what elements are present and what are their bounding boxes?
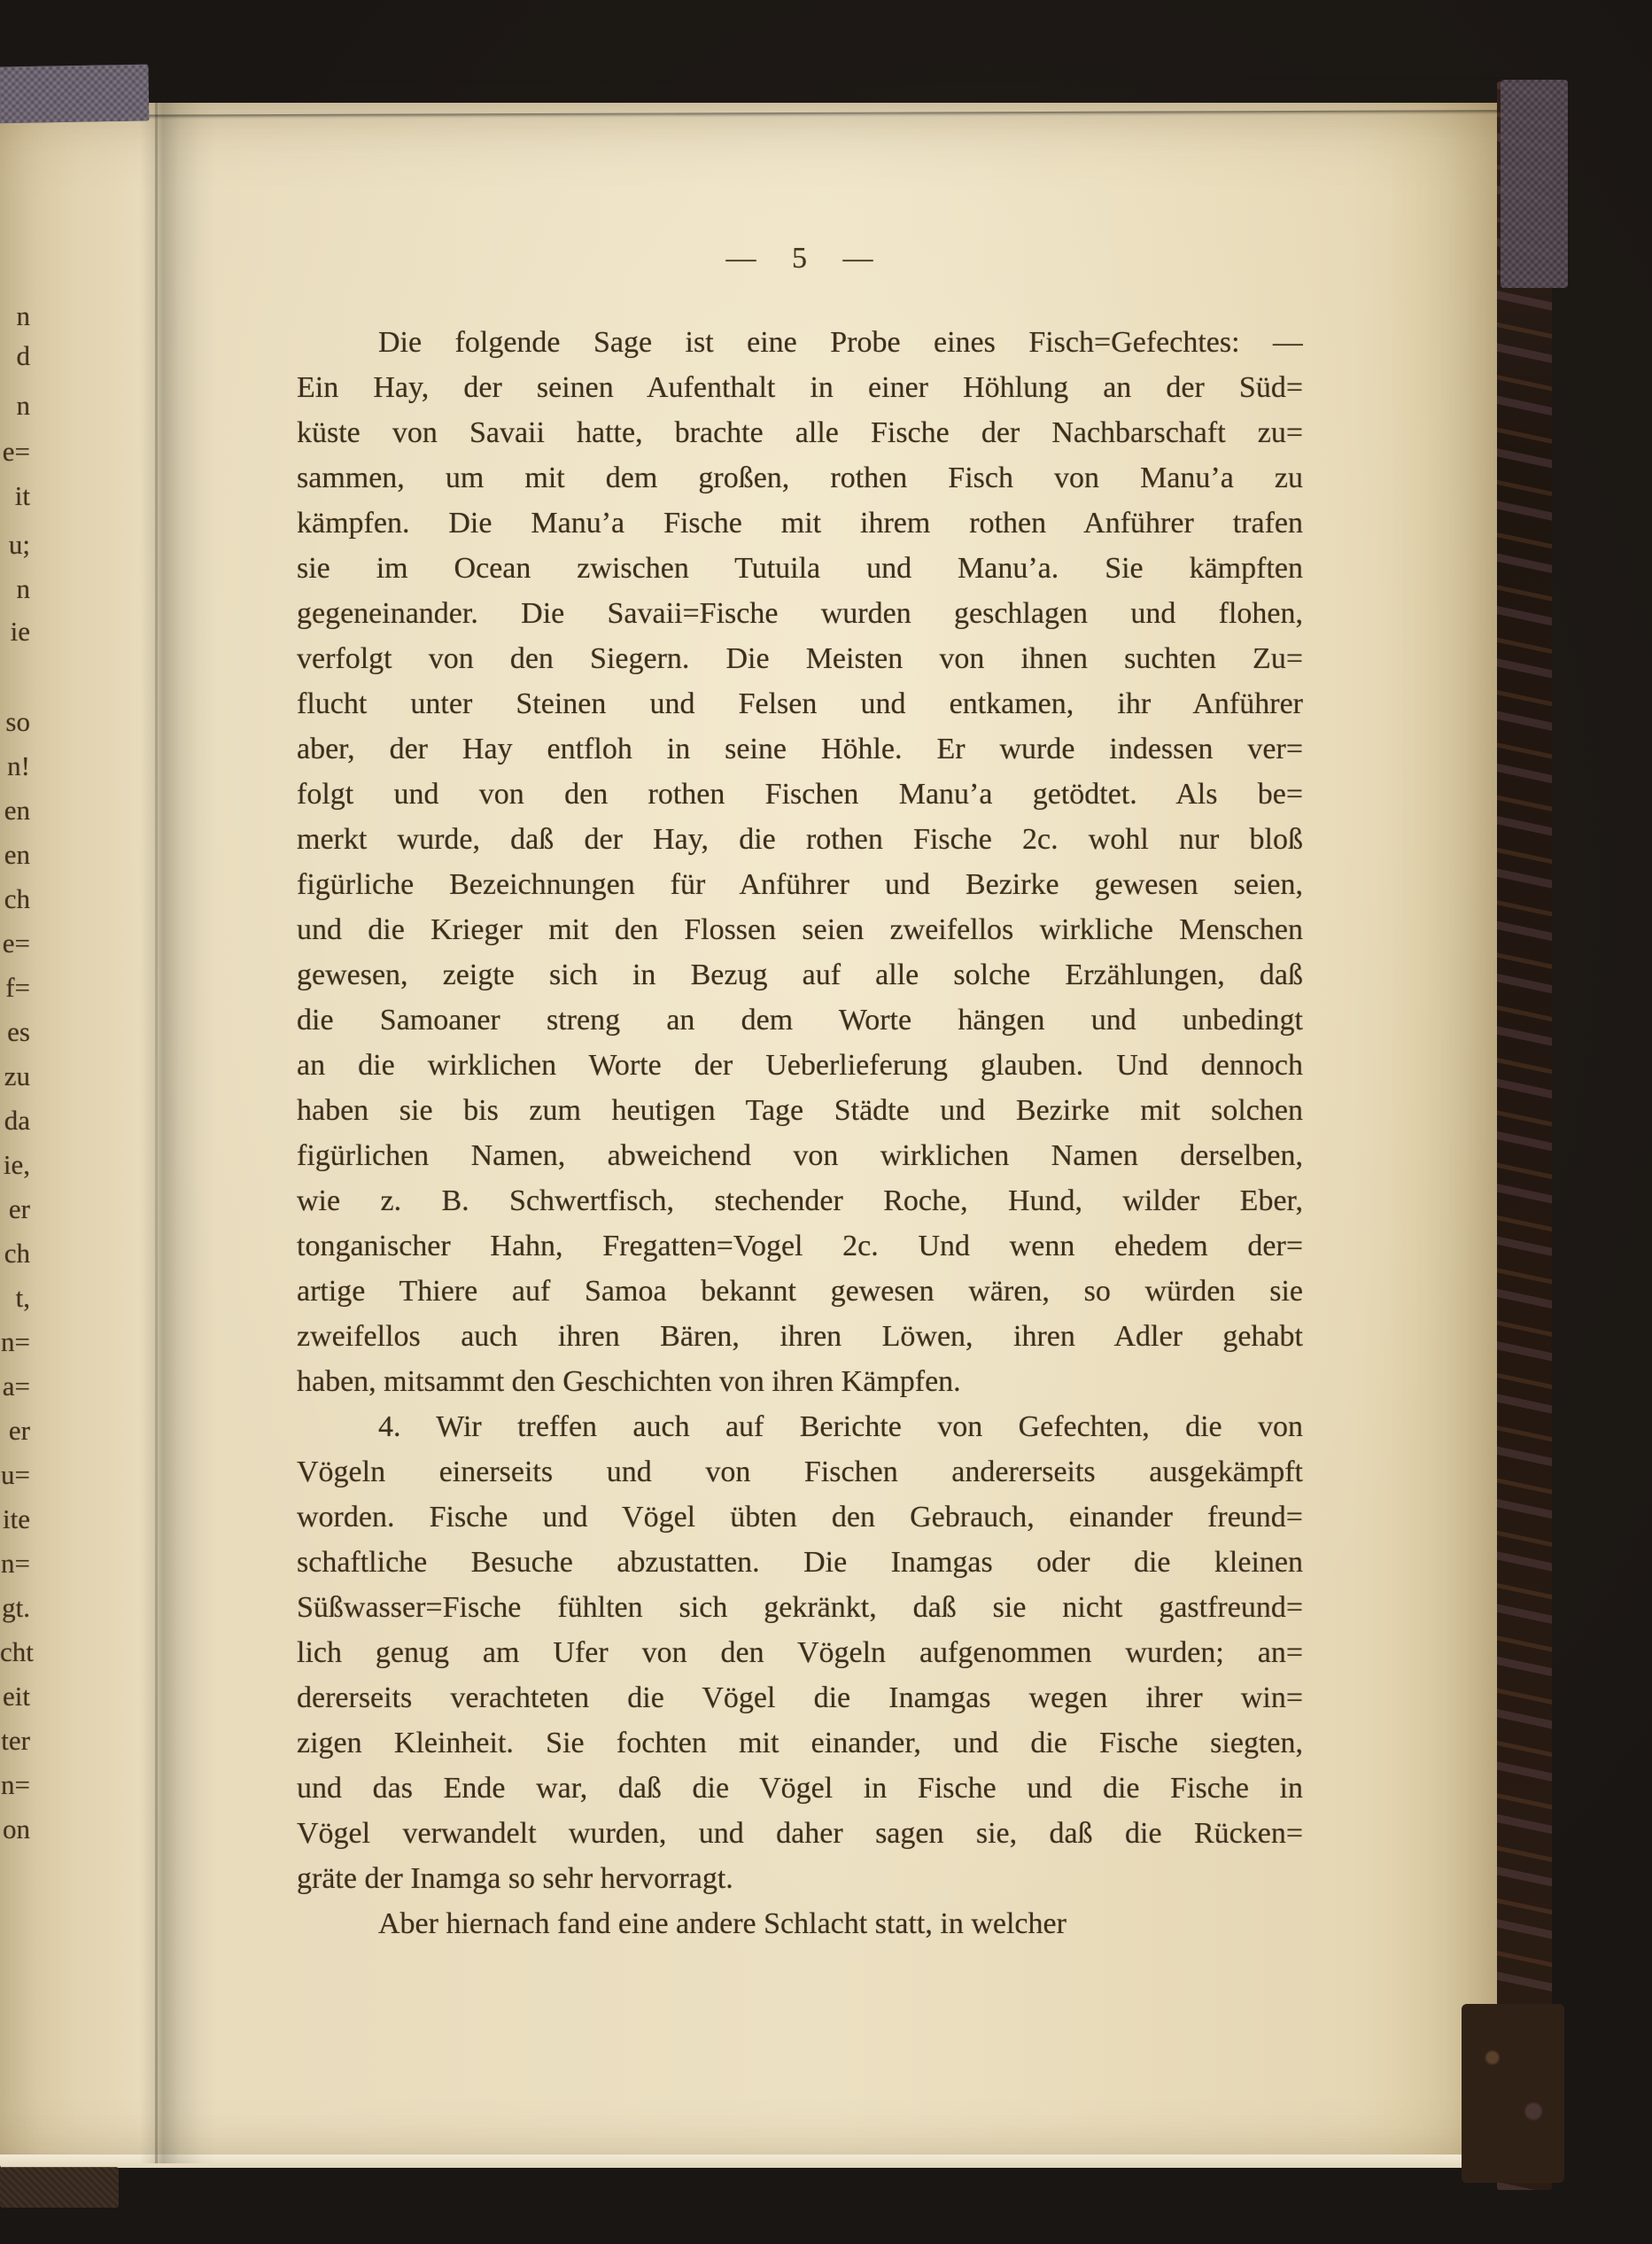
text-line: wie z. B. Schwertfisch, stechender Roche, Hund, wilder Eber,: [297, 1184, 1303, 1217]
left-page-fragment: n: [16, 300, 30, 331]
text-line: sammen, um mit dem großen, rothen Fisch von Manu’a zu: [297, 462, 1303, 494]
text-line: zweifellos auch ihren Bären, ihren Löwen, ihren Adler gehabt: [297, 1320, 1303, 1353]
book-cover-right-edge: [1497, 82, 1552, 2190]
text-line: dererseits verachteten die Vögel die Inamgas wegen ihrer win=: [297, 1681, 1303, 1714]
text-line: folgt und von den rothen Fischen Manu’a getödtet. Als be=: [297, 778, 1303, 811]
text-line: kämpfen. Die Manu’a Fische mit ihrem rothen Anführer trafen: [297, 507, 1303, 540]
left-page-fragment: n=: [1, 1326, 30, 1357]
left-page-fragment: u;: [8, 529, 30, 560]
text-line: an die wirklichen Worte der Ueberlieferung glauben. Und dennoch: [297, 1049, 1303, 1082]
left-page-fragment: zu: [4, 1060, 30, 1091]
cover-corner-top-right: [1501, 80, 1568, 288]
text-line: figürlichen Namen, abweichend von wirklichen Namen derselben,: [297, 1139, 1303, 1172]
text-line: gewesen, zeigte sich in Bezug auf alle solche Erzählungen, daß: [297, 959, 1303, 991]
text-line: sie im Ocean zwischen Tutuila und Manu’a. Sie kämpften: [297, 552, 1303, 585]
text-line: worden. Fische und Vögel übten den Gebrauch, einander freund=: [297, 1501, 1303, 1534]
text-line: figürliche Bezeichnungen für Anführer und Bezirke gewesen seien,: [297, 868, 1303, 901]
text-line: artige Thiere auf Samoa bekannt gewesen wären, so würden sie: [297, 1275, 1303, 1308]
text-line: Ein Hay, der seinen Aufenthalt in einer Höhlung an der Süd=: [297, 371, 1303, 404]
text-line: gegeneinander. Die Savaii=Fische wurden geschlagen und flohen,: [297, 597, 1303, 630]
left-page-fragment: da: [4, 1105, 30, 1136]
text-line: und das Ende war, daß die Vögel in Fische und die Fische in: [297, 1772, 1303, 1805]
left-page-fragment: gt.: [2, 1592, 30, 1623]
text-line: haben, mitsammt den Geschichten von ihren Kämpfen.: [297, 1365, 961, 1398]
page-block-bottom-edge: [0, 2155, 1499, 2168]
left-page-fragment: t,: [15, 1282, 30, 1313]
left-page-fragment: ie: [10, 616, 30, 647]
text-line: Die folgende Sage ist eine Probe eines Fisch=Gefechtes: —: [378, 326, 1303, 359]
text-line: verfolgt von den Siegern. Die Meisten von ihnen suchten Zu=: [297, 642, 1303, 675]
left-page-fragment: es: [7, 1016, 30, 1047]
left-page-fragment: u=: [1, 1459, 30, 1490]
left-page-fragment: ite: [3, 1503, 30, 1534]
left-page-fragment: en: [4, 839, 30, 870]
left-page-fragment: n=: [1, 1769, 30, 1800]
left-page-fragments: [0, 0, 35, 2244]
text-line: flucht unter Steinen und Felsen und entkamen, ihr Anführer: [297, 687, 1303, 720]
text-line: gräte der Inamga so sehr hervorragt.: [297, 1862, 733, 1895]
text-line: aber, der Hay entfloh in seine Höhle. Er wurde indessen ver=: [297, 733, 1303, 765]
left-page-fragment: ter: [1, 1725, 30, 1756]
left-page-fragment: er: [8, 1415, 30, 1446]
book-top-edge-leather: [41, 79, 1540, 115]
left-page-fragment: cht: [0, 1636, 34, 1667]
left-page-fragment: it: [14, 480, 30, 511]
left-page-fragment: ch: [4, 1238, 30, 1269]
text-line: küste von Savaii hatte, brachte alle Fische der Nachbarschaft zu=: [297, 416, 1303, 449]
page-number: — 5 —: [725, 242, 874, 275]
text-block: [297, 320, 1303, 1946]
text-line: 4. Wir treffen auch auf Berichte von Gefechten, die von: [378, 1410, 1303, 1443]
left-page-fragment: a=: [2, 1370, 30, 1402]
text-line: zigen Kleinheit. Sie fochten mit einander, und die Fische siegten,: [297, 1727, 1303, 1759]
left-page-fragment: e=: [2, 436, 30, 467]
text-line: die Samoaner streng an dem Worte hängen und unbedingt: [297, 1004, 1303, 1037]
text-line: haben sie bis zum heutigen Tage Städte und Bezirke mit solchen: [297, 1094, 1303, 1127]
text-line: tonganischer Hahn, Fregatten=Vogel 2c. Und wenn ehedem der=: [297, 1230, 1303, 1262]
cover-corner-bottom-right: [1462, 2004, 1564, 2183]
text-line: Süßwasser=Fische fühlten sich gekränkt, daß sie nicht gastfreund=: [297, 1591, 1303, 1624]
text-line: Vögel verwandelt wurden, und daher sagen sie, daß die Rücken=: [297, 1817, 1303, 1850]
text-line: Vögeln einerseits und von Fischen andererseits ausgekämpft: [297, 1456, 1303, 1488]
text-line: lich genug am Ufer von den Vögeln aufgenommen wurden; an=: [297, 1636, 1303, 1669]
left-page-fragment: n: [16, 573, 30, 604]
left-page-fragment: e=: [2, 928, 30, 959]
left-page-fragment: eit: [3, 1681, 30, 1712]
left-page-fragment: er: [8, 1193, 30, 1224]
left-page-fragment: on: [3, 1813, 30, 1844]
left-page-fragment: n=: [1, 1548, 30, 1579]
left-page-fragment: en: [4, 795, 30, 826]
left-page-fragment: ch: [4, 883, 30, 914]
left-page-fragment: ie,: [3, 1149, 30, 1180]
left-page-fragment: n: [16, 390, 30, 421]
gutter-shadow: [140, 103, 216, 2163]
left-page-fragment: d: [16, 340, 30, 371]
text-line: und die Krieger mit den Flossen seien zweifellos wirkliche Menschen: [297, 913, 1303, 946]
left-page-fragment: so: [5, 706, 30, 737]
left-page-fragment: f=: [5, 972, 30, 1003]
left-page-fragment: n!: [7, 750, 30, 781]
text-line: Aber hiernach fand eine andere Schlacht statt, in welcher: [378, 1907, 1066, 1940]
text-line: merkt wurde, daß der Hay, die rothen Fische 2c. wohl nur bloß: [297, 823, 1303, 856]
text-line: schaftliche Besuche abzustatten. Die Inamgas oder die kleinen: [297, 1546, 1303, 1579]
